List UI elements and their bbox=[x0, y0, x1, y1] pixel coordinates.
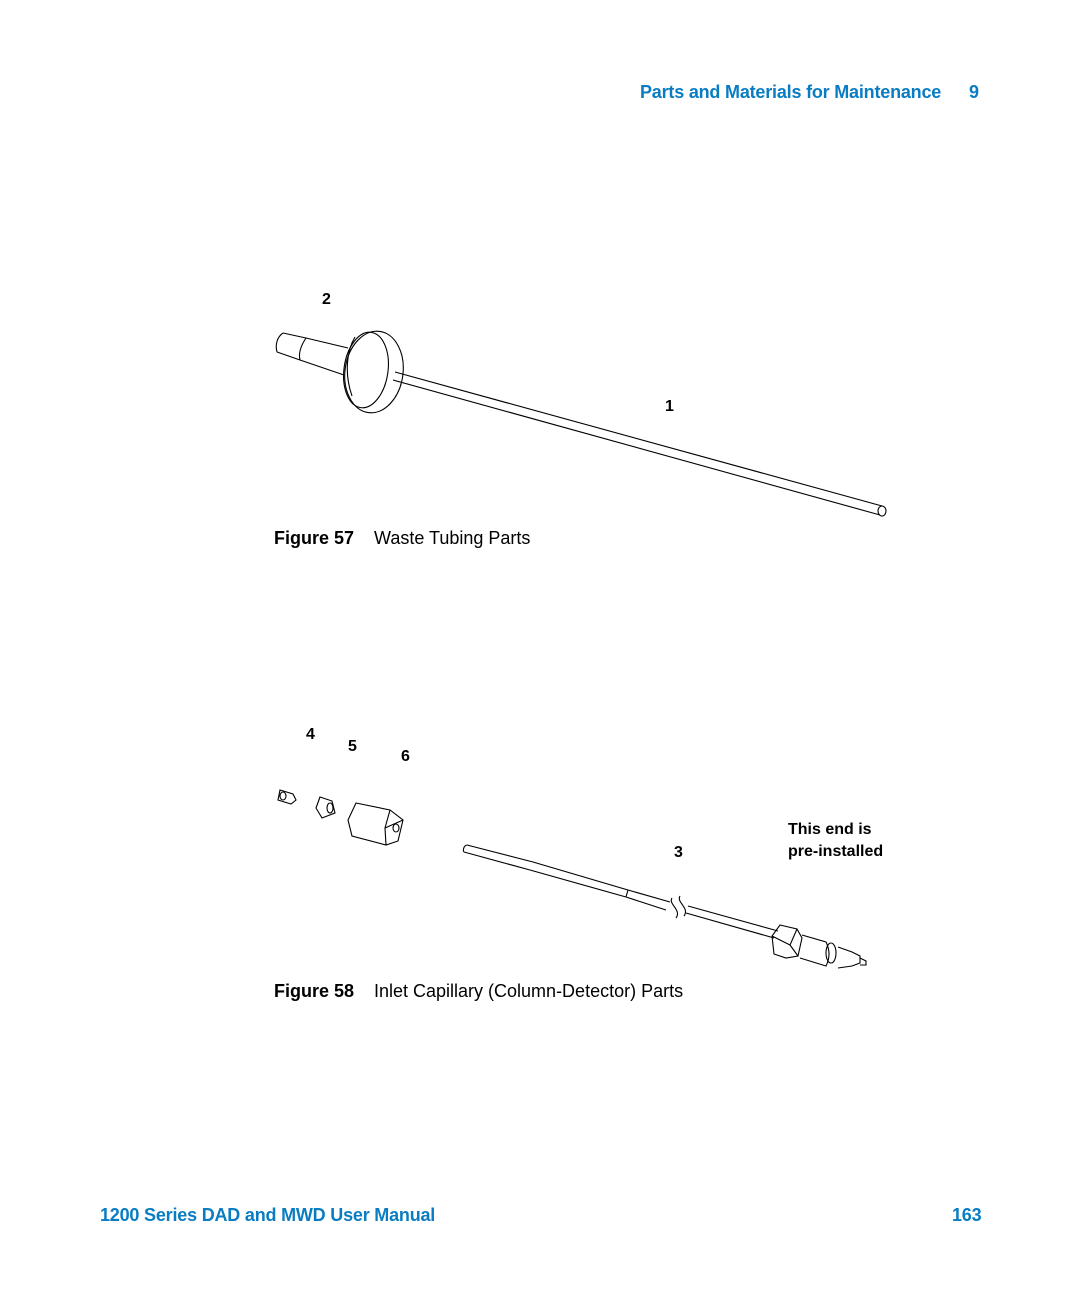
chapter-number: 9 bbox=[969, 82, 979, 102]
capillary-sleeve bbox=[463, 845, 533, 870]
capillary-tube bbox=[626, 890, 670, 910]
callout-3: 3 bbox=[674, 844, 683, 861]
callout-2: 2 bbox=[322, 291, 331, 308]
footer-manual-title: 1200 Series DAD and MWD User Manual bbox=[100, 1205, 436, 1225]
page-number: 163 bbox=[952, 1205, 982, 1225]
fitting-nut bbox=[348, 803, 403, 845]
callout-6: 6 bbox=[401, 748, 410, 765]
figure-58-caption bbox=[274, 981, 683, 1002]
ferrule-back bbox=[316, 797, 335, 818]
callout-4: 4 bbox=[306, 726, 315, 743]
preinstalled-note bbox=[788, 819, 883, 863]
callout-1: 1 bbox=[665, 398, 674, 415]
ferrule-front bbox=[278, 790, 296, 804]
running-header-title: Parts and Materials for Maintenance bbox=[640, 82, 942, 102]
figure-58-title: Inlet Capillary (Column-Detector) Parts bbox=[374, 981, 684, 1001]
preinstalled-fitting bbox=[772, 925, 866, 968]
preinstalled-note-line2: pre-installed bbox=[788, 843, 884, 860]
figure-57-title: Waste Tubing Parts bbox=[374, 528, 531, 548]
callout-5: 5 bbox=[348, 738, 357, 755]
preinstalled-note-line1: This end is bbox=[788, 821, 872, 838]
figure-58-number: Figure 58 bbox=[274, 981, 355, 1001]
figure-57-number: Figure 57 bbox=[274, 528, 355, 548]
